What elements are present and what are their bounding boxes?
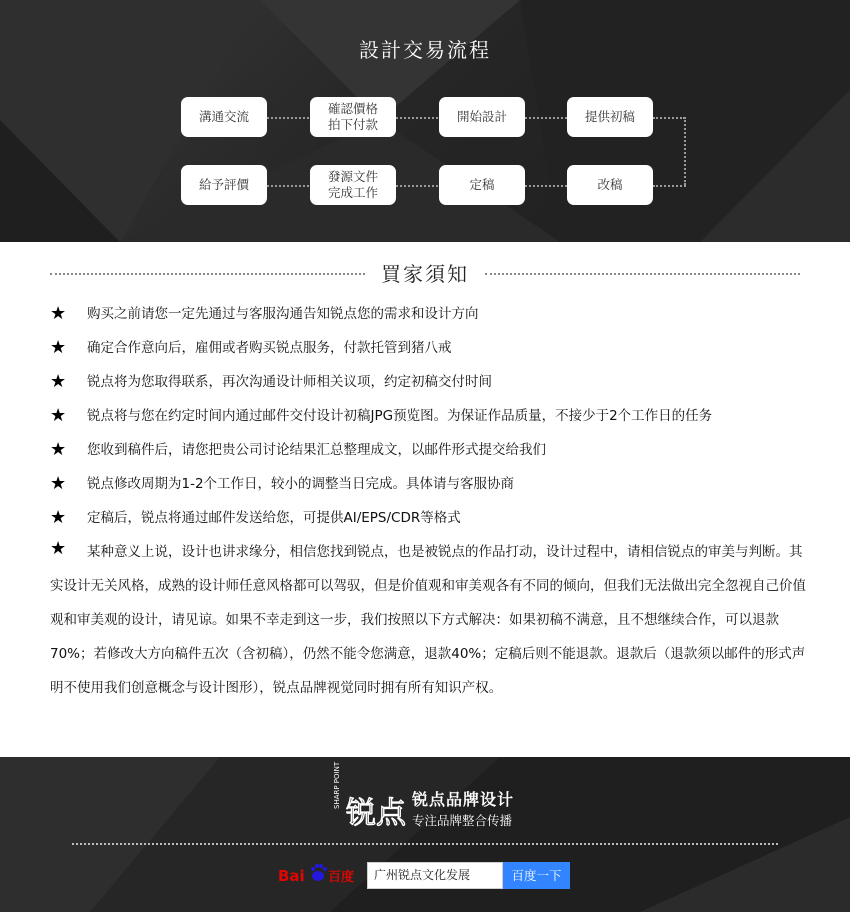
process-banner bbox=[0, 0, 850, 242]
connector-line bbox=[396, 117, 438, 119]
svg-text:SHARP POINT: SHARP POINT bbox=[333, 761, 341, 809]
step-first-draft bbox=[567, 97, 653, 137]
process-flow bbox=[0, 0, 850, 242]
connector-line bbox=[653, 185, 686, 187]
list-item: ★ 锐点将与您在约定时间内通过邮件交付设计初稿JPG预览图。为保证作品质量，不接少于2个工作日的任务 bbox=[50, 405, 713, 426]
star-icon: ★ bbox=[50, 337, 67, 358]
list-item: ★ 某种意义上说，设计也讲求缘分，相信您找到锐点，也是被锐点的作品打动，设计过程中，请相信锐点的审美与判断。其实设计无关风格，成熟的设计师任意风格都可以驾驭，但是价值观和审美观各有不同的倾向，但我们无法做出完全忽视自己价值观和审美观的设计，请见谅。如果不幸走到这一步，我们按照以下方式解决：如果初稿不满意，且不想继续合作，可以退款70%；若修改大方向稿件五次（含初稿），仍然不能令您满意，退款40%；定稿后则不能退款。退款后（退款须以邮件的形式声明不使用我们创意概念与设计图形），锐点品牌视觉同时拥有所有知识产权。 bbox=[50, 535, 810, 705]
connector-line bbox=[525, 117, 567, 119]
ruidian-logo-icon bbox=[333, 761, 408, 837]
step-label: 提供初稿 bbox=[584, 109, 635, 124]
step-label: 定稿 bbox=[469, 177, 495, 192]
notice-header bbox=[50, 258, 800, 288]
star-icon: ★ bbox=[50, 538, 67, 559]
step-label: 給予評價 bbox=[198, 177, 249, 192]
connector-line bbox=[267, 117, 309, 119]
baidu-logo-icon bbox=[278, 857, 358, 889]
connector-line bbox=[653, 117, 685, 119]
list-item: ★ 确定合作意向后，雇佣或者购买锐点服务，付款托管到猪八戒 bbox=[50, 337, 452, 358]
star-icon: ★ bbox=[50, 371, 67, 392]
connector-line bbox=[267, 185, 309, 187]
list-item: ★ 锐点修改周期为1-2个工作日，较小的调整当日完成。具体请与客服协商 bbox=[50, 473, 515, 494]
divider bbox=[485, 273, 800, 275]
footer bbox=[0, 757, 850, 912]
step-label: 溝通交流 bbox=[198, 109, 249, 124]
search-button[interactable]: 百度一下 bbox=[503, 862, 570, 889]
list-item: ★ 锐点将为您取得联系，再次沟通设计师相关议项，约定初稿交付时间 bbox=[50, 371, 492, 392]
star-icon: ★ bbox=[50, 507, 67, 528]
svg-text:锐点: 锐点 bbox=[346, 796, 406, 831]
brand-name: 锐点品牌设计 bbox=[412, 790, 515, 809]
notice-list bbox=[50, 302, 810, 705]
process-title: 設計交易流程 bbox=[359, 38, 491, 62]
star-icon: ★ bbox=[50, 405, 67, 426]
step-communicate bbox=[181, 97, 267, 137]
connector-line bbox=[396, 185, 438, 187]
step-confirm-price bbox=[310, 97, 396, 137]
brand-slogan: 专注品牌整合传播 bbox=[412, 813, 513, 828]
step-start-design bbox=[439, 97, 525, 137]
step-give-review bbox=[181, 165, 267, 205]
svg-text:Bai: Bai bbox=[278, 867, 305, 885]
list-item: ★ 您收到稿件后，请您把贵公司讨论结果汇总整理成文，以邮件形式提交给我们 bbox=[50, 439, 546, 460]
footer-divider bbox=[72, 843, 778, 845]
step-revise bbox=[567, 165, 653, 205]
step-label: 確認價格 拍下付款 bbox=[327, 101, 378, 132]
star-icon: ★ bbox=[50, 473, 67, 494]
step-final-draft bbox=[439, 165, 525, 205]
step-send-source bbox=[310, 165, 396, 205]
star-icon: ★ bbox=[50, 303, 67, 324]
list-item: ★ 购买之前请您一定先通过与客服沟通告知锐点您的需求和设计方向 bbox=[50, 303, 479, 324]
star-icon: ★ bbox=[50, 439, 67, 460]
step-label: 開始設計 bbox=[456, 109, 507, 124]
connector-line bbox=[525, 185, 567, 187]
step-label: 改稿 bbox=[597, 177, 623, 192]
search-input[interactable]: 广州锐点文化发展 bbox=[367, 862, 503, 889]
list-item: ★ 定稿后，锐点将通过邮件发送给您，可提供AI/EPS/CDR等格式 bbox=[50, 507, 461, 528]
connector-line bbox=[684, 117, 686, 185]
svg-text:百度: 百度 bbox=[328, 870, 355, 885]
step-label: 發源文件 完成工作 bbox=[327, 169, 378, 200]
notice-title: 買家須知 bbox=[381, 262, 469, 286]
